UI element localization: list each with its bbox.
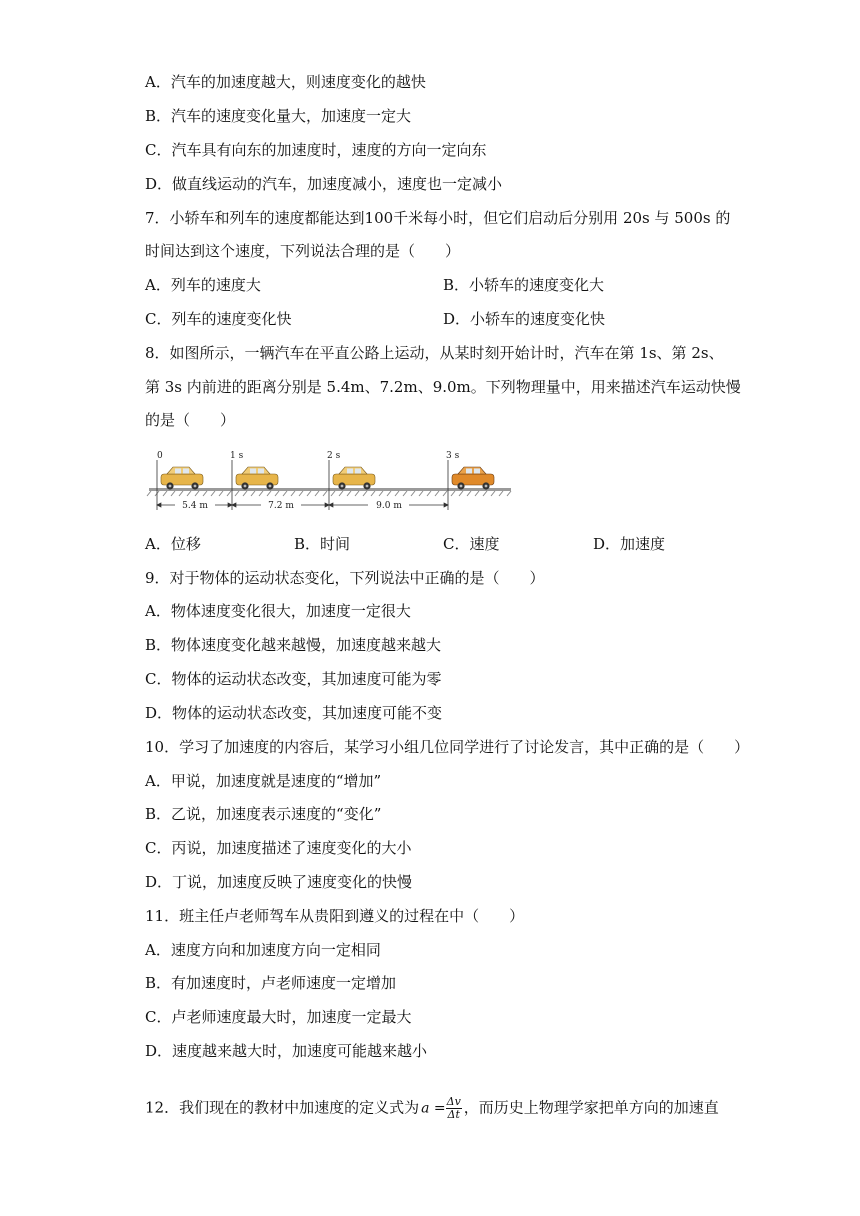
q7-option-a: A．列车的速度大 [145, 276, 261, 294]
q6-option-d: D．做直线运动的汽车，加速度减小，速度也一定减小 [145, 175, 503, 193]
formula-lhs: a = [421, 1100, 446, 1117]
q6-option-b: B．汽车的速度变化量大，加速度一定大 [145, 107, 412, 125]
q8-stem-line2: 第 3s 内前进的距离分别是 5.4m、7.2m、9.0m。下列物理量中，用来描述汽车运动快慢 [145, 378, 741, 396]
q12-text-after: ，而历史上物理学家把单方向的加速直 [463, 1098, 719, 1117]
q8-option-c: C．速度 [443, 535, 500, 553]
q6-option-c: C．汽车具有向东的加速度时，速度的方向一定向东 [145, 141, 487, 159]
q9-option-d: D．物体的运动状态改变，其加速度可能不变 [145, 704, 443, 722]
distance-label-2: 7.2 m [268, 501, 294, 511]
q10-option-b: B．乙说，加速度表示速度的“变化” [145, 805, 382, 823]
q10-option-c: C．丙说，加速度描述了速度变化的大小 [145, 839, 412, 857]
car-icon [236, 467, 278, 490]
q9-option-a: A．物体速度变化很大，加速度一定很大 [145, 602, 411, 620]
q9-option-b: B．物体速度变化越来越慢，加速度越来越大 [145, 636, 442, 654]
q8-stem-line1: 8．如图所示，一辆汽车在平直公路上运动，从某时刻开始计时，汽车在第 1s、第 2s、 [145, 344, 724, 362]
q11-option-d: D．速度越来越大时，加速度可能越来越小 [145, 1042, 428, 1060]
q12-text-before: 12．我们现在的教材中加速度的定义式为 [145, 1098, 420, 1117]
q8-option-d: D．加速度 [593, 535, 666, 553]
formula-numerator: Δv [446, 1095, 461, 1108]
time-label-2: 2 s [327, 451, 341, 461]
q7-stem-line2: 时间达到这个速度，下列说法合理的是（ ） [145, 242, 461, 260]
distance-label-1: 5.4 m [182, 501, 208, 511]
q11-stem: 11．班主任卢老师驾车从贵阳到遵义的过程在中（ ） [145, 907, 525, 925]
q8-option-a: A．位移 [145, 535, 201, 553]
q10-stem: 10．学习了加速度的内容后，某学习小组几位同学进行了讨论发言，其中正确的是（ ） [145, 738, 750, 756]
q12-stem [145, 1096, 719, 1121]
time-label-1: 1 s [230, 451, 244, 461]
formula-denominator: Δt [447, 1108, 460, 1121]
q7-option-b: B．小轿车的速度变化大 [443, 276, 605, 294]
q11-option-b: B．有加速度时，卢老师速度一定增加 [145, 974, 397, 992]
q10-option-d: D．丁说，加速度反映了速度变化的快慢 [145, 873, 413, 891]
time-label-3: 3 s [446, 451, 460, 461]
q11-option-c: C．卢老师速度最大时，加速度一定最大 [145, 1008, 412, 1026]
q7-option-c: C．列车的速度变化快 [145, 310, 292, 328]
q9-stem: 9．对于物体的运动状态变化，下列说法中正确的是（ ） [145, 569, 545, 587]
car-icon [333, 467, 375, 490]
q6-option-a: A．汽车的加速度越大，则速度变化的越快 [145, 73, 426, 91]
acceleration-formula [421, 1096, 462, 1121]
q9-option-c: C．物体的运动状态改变，其加速度可能为零 [145, 670, 442, 688]
distance-label-3: 9.0 m [376, 501, 402, 511]
car-icon [452, 467, 494, 490]
time-label-0: 0 [157, 451, 163, 461]
q11-option-a: A．速度方向和加速度方向一定相同 [145, 941, 381, 959]
formula-fraction [446, 1096, 462, 1121]
q7-option-d: D．小轿车的速度变化快 [443, 310, 606, 328]
q8-stem-line3: 的是（ ） [145, 411, 236, 429]
q8-option-b: B．时间 [294, 535, 351, 553]
q10-option-a: A．甲说，加速度就是速度的“增加” [145, 772, 382, 790]
q7-stem-line1: 7．小轿车和列车的速度都能达到100千米每小时，但它们启动后分别用 20s 与 500s 的 [145, 209, 731, 227]
car-motion-figure [145, 448, 515, 522]
car-icon [161, 467, 203, 490]
